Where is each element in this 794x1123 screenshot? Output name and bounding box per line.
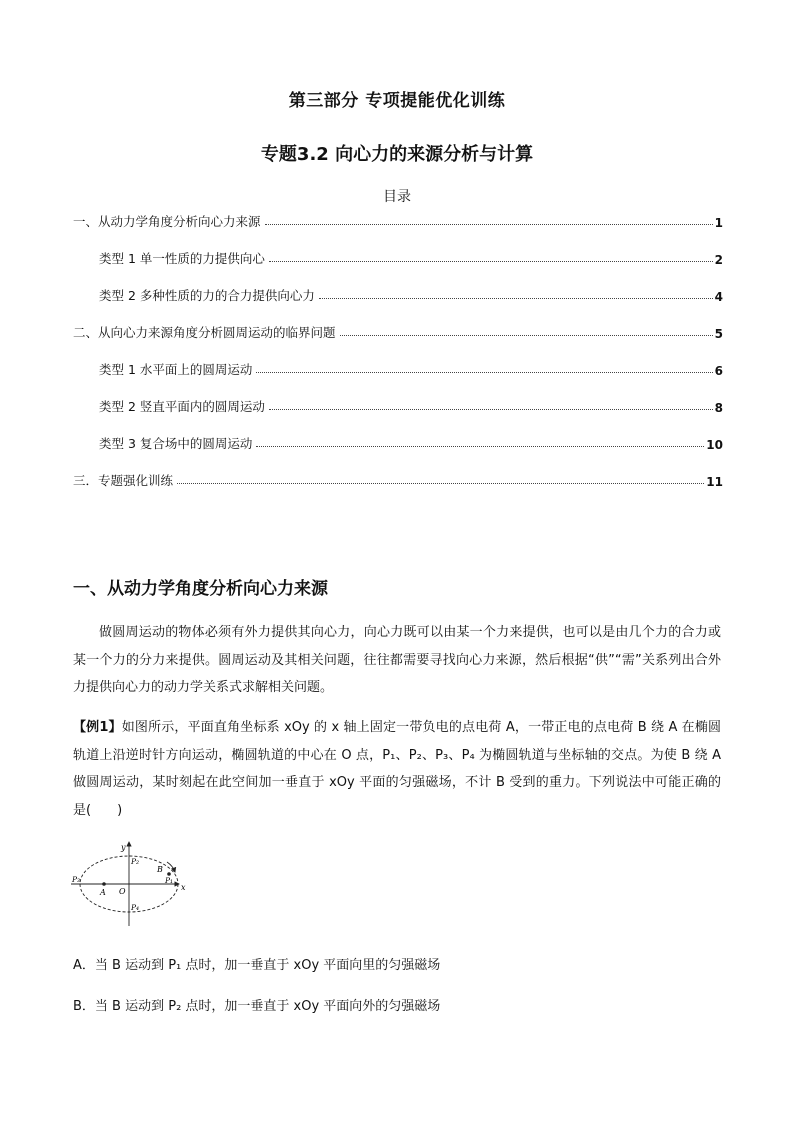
toc-page-number: 1 [714,216,723,230]
part-title: 第三部分 专项提能优化训练 [288,91,506,111]
charge-a [102,882,106,886]
toc-page-number: 4 [714,290,723,304]
ellipse-orbit-figure [71,838,195,928]
intro-paragraph: 做圆周运动的物体必须有外力提供其向心力，向心力既可以由某一个力来提供，也可以是由几个力的合力或某一个力的分力来提供。圆周运动及其相关问题，往往都需要寻找向心力来源，然后根据“供”“需”关系列出合外力提供向心力的动力学关系式求解相关问题。 [73,625,721,695]
toc-leader-dots [256,372,712,373]
toc-entry-text: 类型 2 多种性质的力的合力提供向心力 [99,288,315,303]
toc-entry-text: 类型 3 复合场中的圆周运动 [99,436,253,451]
toc-entry[interactable] [99,245,723,267]
label-p2: P₂ [131,857,140,866]
label-o: O [119,887,126,896]
toc-entry-text: 三．专题强化训练 [73,473,174,488]
option-b[interactable]: B．当 B 运动到 P₂ 点时，加一垂直于 xOy 平面向外的匀强磁场 [73,999,441,1014]
label-a: A [100,888,106,897]
toc-entry-text: 一、从动力学角度分析向心力来源 [73,214,261,229]
toc-leader-dots [256,446,704,447]
toc-entry-text: 类型 1 水平面上的圆周运动 [99,362,253,377]
label-y: y [121,843,126,852]
toc-entry-text: 类型 2 竖直平面内的圆周运动 [99,399,265,414]
toc-entry[interactable] [99,430,723,452]
toc-entry-text: 类型 1 单一性质的力提供向心 [99,251,265,266]
toc-entry[interactable] [73,208,723,230]
example-text: 如图所示，平面直角坐标系 xOy 的 x 轴上固定一带负电的点电荷 A，一带正电的点电荷 B 绕 A 在椭圆轨道上沿逆时针方向运动，椭圆轨道的中心在 O 点，P₁、P₂、P₃、P₄ 为椭圆轨道与坐标轴的交点。为使 B 绕 A 做圆周运动，某时刻起在此空间加一垂直于 xOy 平面的匀强磁场，不计 B 受到的重力。下列说法中可能正确的是( ) [73,720,721,818]
toc-entry[interactable] [99,282,723,304]
label-x: x [181,883,186,892]
toc-page-number: 2 [714,253,723,267]
label-b: B [157,865,163,874]
toc-page-number: 8 [714,401,723,415]
option-a[interactable]: A．当 B 运动到 P₁ 点时，加一垂直于 xOy 平面向里的匀强磁场 [73,958,441,973]
toc-leader-dots [340,335,713,336]
label-p1: P₁ [165,876,174,885]
toc-page-number: 5 [714,327,723,341]
toc-leader-dots [177,483,704,484]
toc-leader-dots [265,224,713,225]
toc-entry[interactable] [73,467,723,489]
toc-leader-dots [269,409,713,410]
topic-title: 专题3.2 向心力的来源分析与计算 [260,144,534,165]
toc-entry[interactable] [99,393,723,415]
toc-leader-dots [269,261,713,262]
toc-page-number: 6 [714,364,723,378]
label-p3: P₃ [72,875,81,884]
example-tag: 【例1】 [73,720,122,735]
section-title: 一、从动力学角度分析向心力来源 [73,579,328,599]
label-p4: P₄ [131,903,140,912]
example-paragraph [73,714,721,824]
toc-page-number: 10 [706,438,723,452]
toc-entry-text: 二、从向心力来源角度分析圆周运动的临界问题 [73,325,336,340]
toc-heading: 目录 [383,189,411,205]
toc-page-number: 11 [706,475,723,489]
toc-entry[interactable] [99,356,723,378]
toc-leader-dots [319,298,713,299]
toc-entry[interactable] [73,319,723,341]
